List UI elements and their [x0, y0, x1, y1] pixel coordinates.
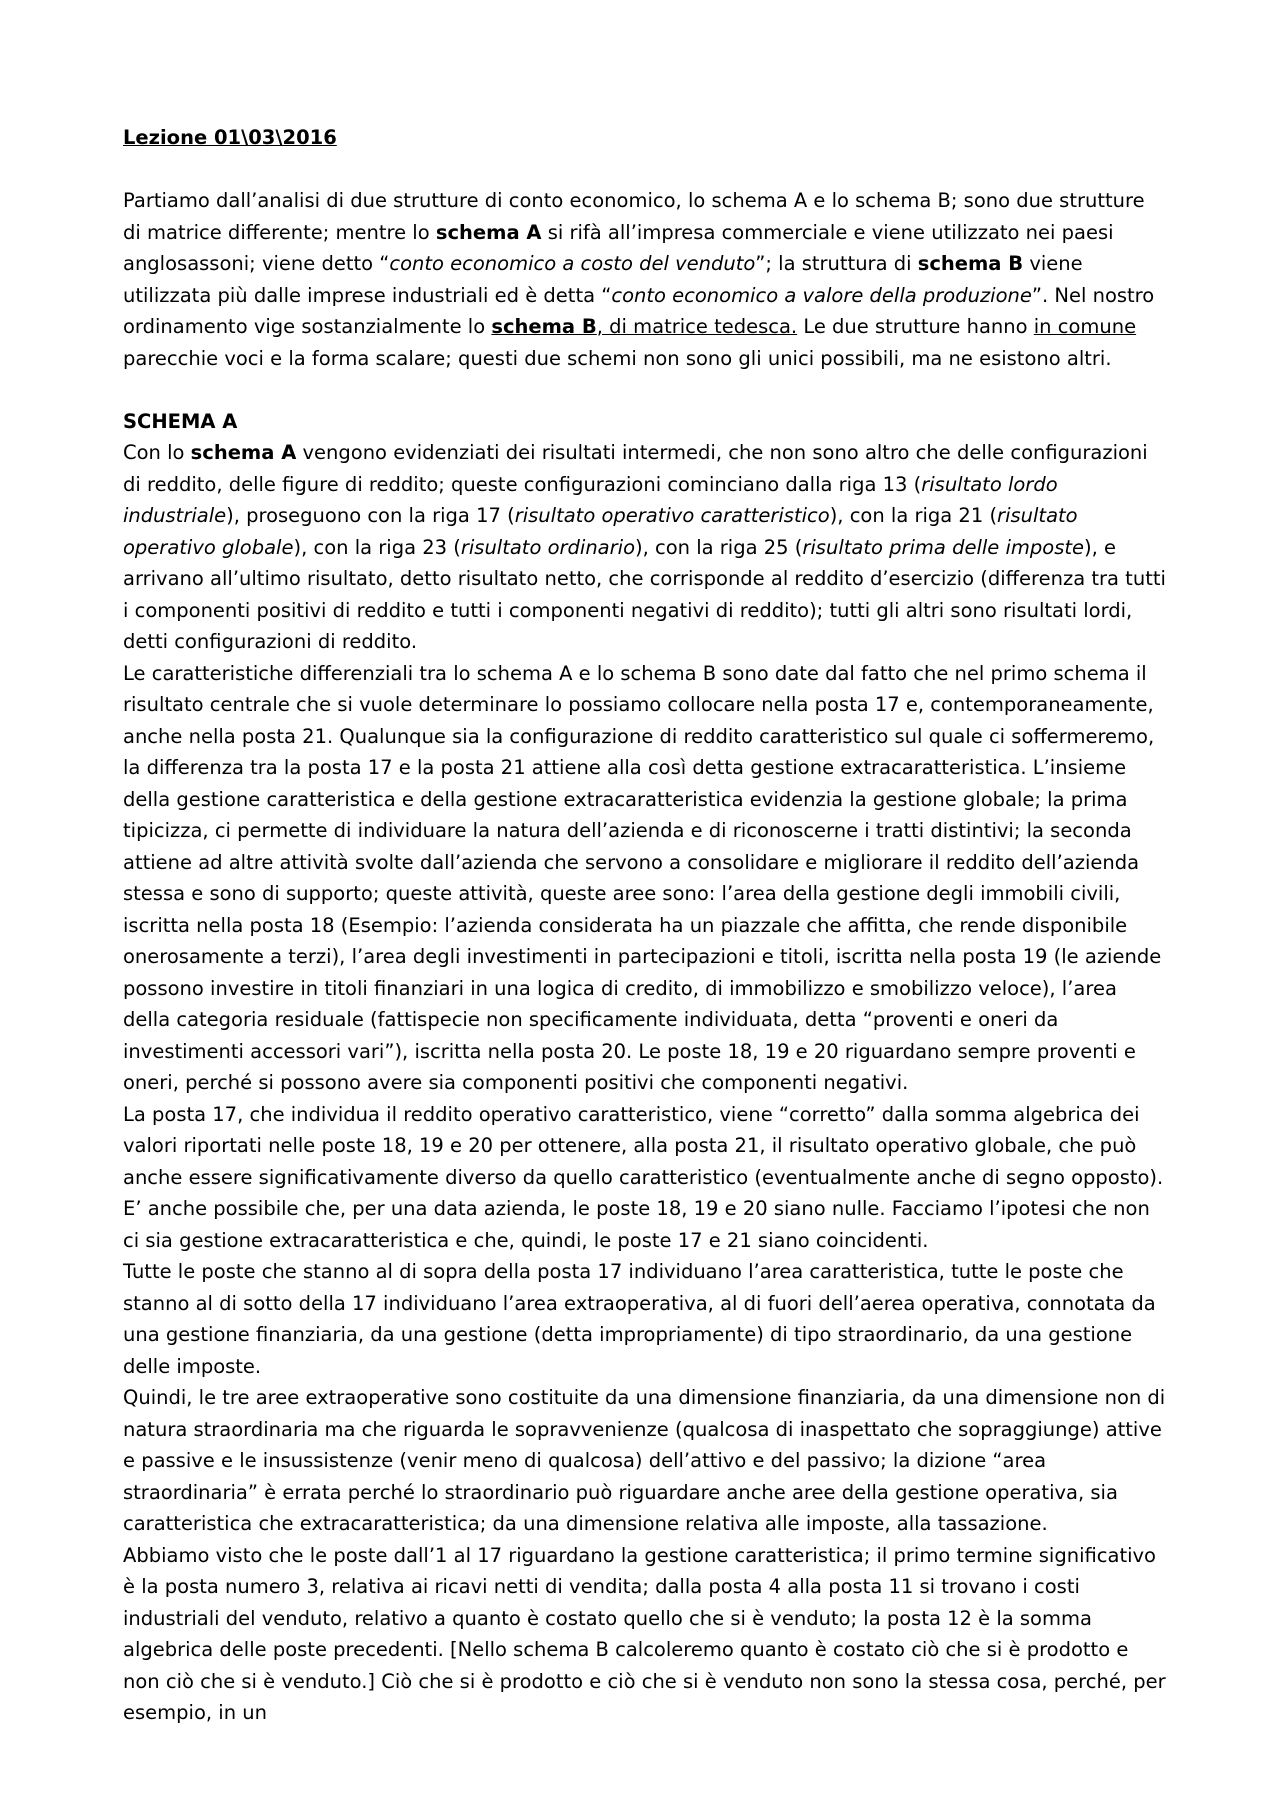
italic-run: risultato operativo caratteristico: [514, 504, 830, 527]
text-run: ), e arrivano all’ultimo risultato, detto risultato netto, che corrisponde al reddito d’esercizio (differenza tra tutti i componenti positivi di reddito e tutti i componenti negativi di reddito); tutti gli altri sono risultati lordi, detti configurazioni di reddito.: [123, 535, 1166, 653]
italic-run: conto economico a valore della produzione: [611, 283, 1032, 307]
intro-paragraph: [123, 185, 1168, 374]
bold-run: schema B: [917, 252, 1024, 275]
spacer: [123, 374, 1168, 406]
text-run: parecchie voci e la forma scalare; questi due schemi non sono gli unici possibili, ma ne esistono altri.: [123, 346, 1112, 370]
paragraph-extraoperative: Quindi, le tre aree extraoperative sono costituite da una dimensione finanziaria, da una dimensione non di natura straordinaria ma che riguarda le sopravvenienze (qualcosa di inaspettato che sopraggiunge) attive e passive e le insussistenze (venir meno di qualcosa) dell’attivo e del passivo; la dizione “area straordinaria” è errata perché lo straordinario può riguardare anche aree della gestione operativa, sia caratteristica che extracaratteristica; da una dimensione relativa alle imposte, alla tassazione.: [123, 1386, 1166, 1535]
italic-run: risultato lordo industriale: [123, 472, 1058, 527]
text-run: ), con la riga 21 (: [829, 504, 998, 527]
italic-run: risultato prima delle imposte: [802, 535, 1085, 559]
lesson-title: Lezione 01\03\2016: [123, 126, 337, 149]
bold-run: schema B: [491, 315, 597, 338]
text-run: ”; la struttura di: [755, 252, 918, 275]
document-page: [123, 122, 1168, 1729]
text-run: Partiamo dall’analisi di due strutture di conto economico, lo schema A e lo schema B; sono due strutture di matrice differente; mentre lo: [123, 189, 1145, 244]
paragraph-schema-a: [123, 437, 1168, 658]
text-run: viene utilizzata più dalle imprese industriali ed è detta “: [123, 252, 1083, 307]
paragraph-posta-17: La posta 17, che individua il reddito operativo caratteristico, viene “corretto” dalla somma algebrica dei valori riportati nelle poste 18, 19 e 20 per ottenere, alla posta 21, il risultato operativo globale, che può anche essere significativamente diverso da quello caratteristico (eventualmente anche di segno opposto). E’ anche possibile che, per una data azienda, le poste 18, 19 e 20 siano nulle. Facciamo l’ipotesi che non ci sia gestione extracaratteristica e che, quindi, le poste 17 e 21 siano coincidenti.: [123, 1102, 1164, 1252]
bold-run: schema A: [190, 441, 297, 464]
text-run: Con lo: [123, 441, 191, 464]
text-run: ), con la riga 23 (: [293, 535, 461, 559]
text-run: ), proseguono con la riga 17 (: [226, 504, 515, 527]
italic-run: risultato ordinario: [460, 535, 636, 559]
underlined-run: in comune: [1033, 315, 1137, 338]
italic-run: risultato operativo globale: [123, 504, 1078, 559]
spacer: [123, 154, 1168, 186]
paragraph-areas: Tutte le poste che stanno al di sopra della posta 17 individuano l’area caratteristica, tutte le poste che stanno al di sotto della 17 individuano l’area extraoperativa, al di fuori dell’aerea operativa, connotata da una gestione finanziaria, da una gestione (detta impropriamente) di tipo straordinario, da una gestione delle imposte.: [123, 1260, 1156, 1378]
bold-run: schema A: [435, 220, 542, 244]
text-run: ), con la riga 25 (: [635, 535, 803, 559]
text-run: ”. Nel nostro ordinamento vige sostanzialmente lo: [123, 283, 1155, 338]
text-run: vengono evidenziati dei risultati intermedi, che non sono altro che delle configurazioni di reddito, delle figure di reddito; queste configurazioni cominciano dalla riga 13 (: [123, 441, 1148, 496]
text-run: , di matrice tedesca.: [596, 315, 798, 338]
text-run: si rifà all’impresa commerciale e viene utilizzato nei paesi anglosassoni; viene detto “: [123, 220, 1114, 275]
text-run: Le due strutture hanno: [797, 315, 1034, 338]
underlined-run: [491, 315, 797, 338]
italic-run: conto economico a costo del venduto: [389, 252, 756, 275]
paragraph-poste: Abbiamo visto che le poste dall’1 al 17 riguardano la gestione caratteristica; il primo termine significativo è la posta numero 3, relativa ai ricavi netti di vendita; dalla posta 4 alla posta 11 si trovano i costi industriali del venduto, relativo a quanto è costato quello che si è venduto; la posta 12 è la somma algebrica delle poste precedenti. [Nello schema B calcoleremo quanto è costato ciò che si è prodotto e non ciò che si è venduto.] Ciò che si è prodotto e ciò che si è venduto non sono la stessa cosa, perché, per esempio, in un: [123, 1543, 1166, 1724]
paragraph-differences: Le caratteristiche differenziali tra lo schema A e lo schema B sono date dal fatto che nel primo schema il risultato centrale che si vuole determinare lo possiamo collocare nella posta 17 e, contemporaneamente, anche nella posta 21. Qualunque sia la configurazione di reddito caratteristico sul quale ci soffermeremo, la differenza tra la posta 17 e la posta 21 attiene alla così detta gestione extracaratteristica. L’insieme della gestione caratteristica e della gestione extracaratteristica evidenzia la gestione globale; la prima tipicizza, ci permette di individuare la natura dell’azienda e di riconoscerne i tratti distintivi; la seconda attiene ad altre attività svolte dall’azienda che servono a consolidare e migliorare il reddito dell’azienda stessa e sono di supporto; queste attività, queste aree sono: l’area della gestione degli immobili civili, iscritta nella posta 18 (Esempio: l’azienda considerata ha un piazzale che affitta, che rende disponibile onerosamente a terzi), l’area degli investimenti in partecipazioni e titoli, iscritta nella posta 19 (le aziende possono investire in titoli finanziari in una logica di credito, di immobilizzo e smobilizzo veloce), l’area della categoria residuale (fattispecie non specificamente individuata, detta “proventi e oneri da investimenti accessori vari”), iscritta nella posta 20. Le poste 18, 19 e 20 riguardano sempre proventi e oneri, perché si possono avere sia componenti positivi che componenti negativi.: [123, 661, 1162, 1094]
section-heading: SCHEMA A: [123, 409, 238, 433]
